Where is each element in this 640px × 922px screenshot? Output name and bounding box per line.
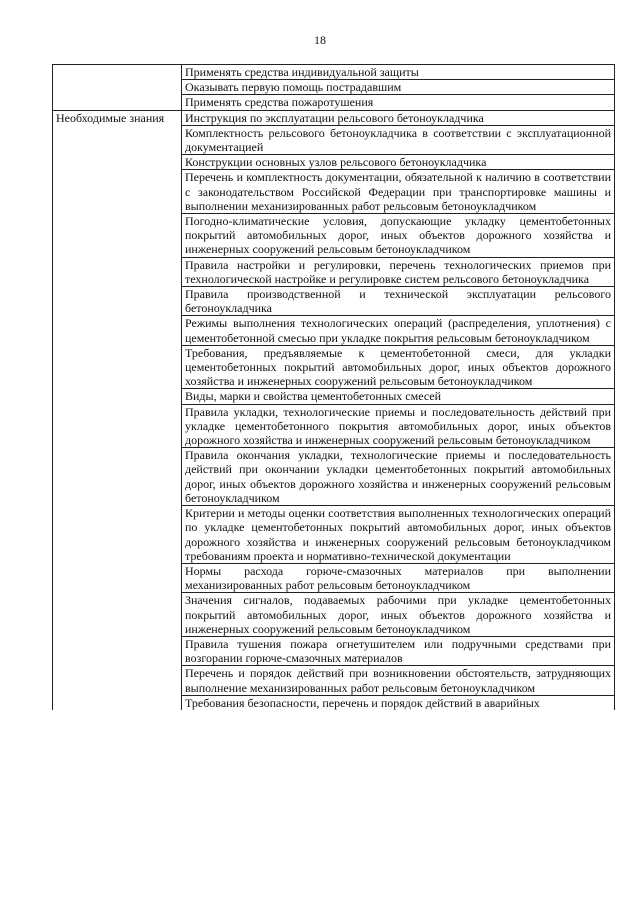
- knowledge-item: Виды, марки и свойства цементобетонных смесей: [182, 389, 615, 404]
- knowledge-item: Перечень и порядок действий при возникновении обстоятельств, затрудняющих выполнение механизированных работ рельсовым бетоноукладчиком: [182, 666, 615, 695]
- knowledge-item: Критерии и методы оценки соответствия выполненных технологических операций по укладке цементобетонных покрытий автомобильных дорог, иных объектов дорожного хозяйства и инженерных сооружений рельсовым бетоноукладчиком требованиям проекта и нормативно-технической документации: [182, 506, 615, 564]
- skill-item: Применять средства индивидуальной защиты: [182, 65, 615, 80]
- knowledge-item: Требования, предъявляемые к цементобетонной смеси, для укладки цементобетонных покрытий автомобильных дорог, иных объектов дорожного хозяйства и инженерных сооружений рельсовым бетоноукладчиком: [182, 345, 615, 389]
- knowledge-item: Требования безопасности, перечень и порядок действий в аварийных: [182, 695, 615, 710]
- knowledge-item: Значения сигналов, подаваемых рабочими при укладке цементобетонных покрытий автомобильных дорог, иных объектов дорожного хозяйства и инженерных сооружений рельсовым бетоноукладчиком: [182, 593, 615, 637]
- knowledge-item: Правила укладки, технологические приемы и последовательность действий при укладке цементобетонного покрытия автомобильных дорог, иных объектов дорожного хозяйства и инженерных сооружений рельсовым бетоноукладчиком: [182, 404, 615, 448]
- knowledge-item: Погодно-климатические условия, допускающие укладку цементобетонных покрытий автомобильных дорог, иных объектов дорожного хозяйства и инженерных сооружений рельсовым бетоноукладчиком: [182, 214, 615, 258]
- skill-item: Оказывать первую помощь пострадавшим: [182, 80, 615, 95]
- knowledge-item: Правила окончания укладки, технологические приемы и последовательность действий при окончании укладки цементобетонных покрытий автомобильных дорог, иных объектов дорожного хозяйства и инженерных сооружений рельсовым бетоноукладчиком: [182, 448, 615, 506]
- knowledge-item: Комплектность рельсового бетоноукладчика в соответствии с эксплуатационной документацией: [182, 125, 615, 154]
- knowledge-item: Правила настройки и регулировки, перечень технологических приемов при технологической настройке и регулировке систем рельсового бетоноукладчика: [182, 257, 615, 286]
- knowledge-item: Перечень и комплектность документации, обязательной к наличию в соответствии с законодательством Российской Федерации при транспортировке машины и выполнении механизированных работ рельсовым бетоноукладчиком: [182, 170, 615, 214]
- page-number: 18: [314, 33, 326, 47]
- skill-item: Применять средства пожаротушения: [182, 95, 615, 110]
- section-label: Необходимые знания: [53, 110, 182, 710]
- competency-table: [52, 64, 615, 710]
- knowledge-item: Правила производственной и технической эксплуатации рельсового бетоноукладчика: [182, 287, 615, 316]
- knowledge-item: Нормы расхода горюче-смазочных материалов при выполнении механизированных работ рельсовым бетоноукладчиком: [182, 563, 615, 592]
- knowledge-item: Режимы выполнения технологических операций (распределения, уплотнения) с цементобетонной смесью при укладке покрытия рельсовым бетоноукладчиком: [182, 316, 615, 345]
- knowledge-item: Конструкции основных узлов рельсового бетоноукладчика: [182, 155, 615, 170]
- knowledge-item: Инструкция по эксплуатации рельсового бетоноукладчика: [182, 110, 615, 125]
- knowledge-item: Правила тушения пожара огнетушителем или подручными средствами при возгорании горюче-смазочных материалов: [182, 636, 615, 665]
- table-row: [53, 110, 615, 125]
- table-row: [53, 65, 615, 80]
- previous-section-label-cell: [53, 65, 182, 111]
